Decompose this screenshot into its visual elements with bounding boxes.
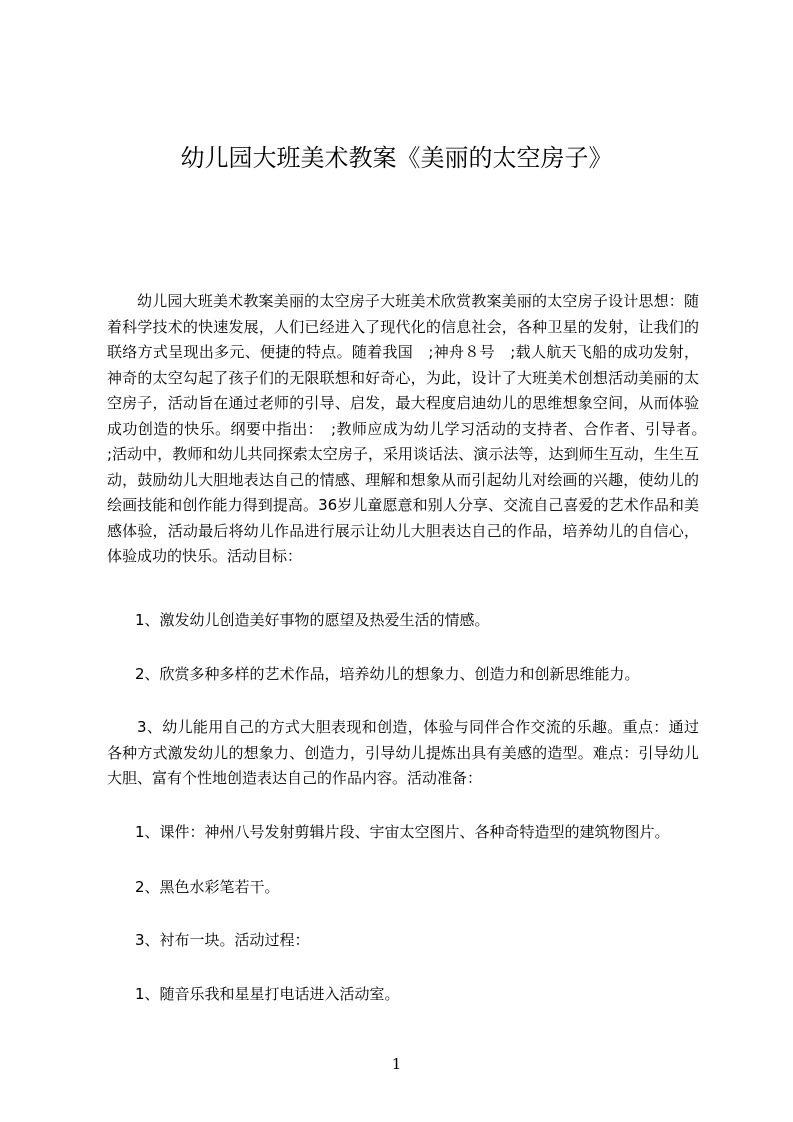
preparation-item-1: 1、课件：神州八号发射剪辑片段、宇宙太空图片、各种奇特造型的建筑物图片。 [135, 823, 670, 841]
process-step-1: 1、随音乐我和星星打电话进入活动室。 [135, 985, 400, 1003]
goal-item-3: 3、幼儿能用自己的方式大胆表现和创造，体验与同伴合作交流的乐趣。重点：通过各种方式激发幼儿的想象力、创造力，引导幼儿提炼出具有美感的造型。难点：引导幼儿大胆、富有个性地创造表达自己的作品内容。活动准备： [107, 718, 699, 787]
preparation-item-2: 2、黑色水彩笔若干。 [135, 878, 280, 896]
intro-paragraph: 幼儿园大班美术教案美丽的太空房子大班美术欣赏教案美丽的太空房子设计思想：随着科学技术的快速发展，人们已经进入了现代化的信息社会，各种卫星的发射，让我们的联络方式呈现出多元、便捷的特点。随着我国 ;神舟８号 ;载人航天飞船的成功发射，神奇的太空勾起了孩子们的无限联想和好奇心，为此，设计了大班美术创想活动美丽的太空房子，活动旨在通过老师的引导、启发，最大程度启迪幼儿的思维想象空间，从而体验成功创造的快乐。纲要中指出： ;教师应成为幼儿学习活动的支持者、合作者、引导者。 ;活动中，教师和幼儿共同探索太空房子，采用谈话法、演示法等，达到师生互动，生生互动，鼓励幼儿大胆地表达自己的情感、理解和想象从而引起幼儿对绘画的兴趣，使幼儿的绘画技能和创作能力得到提高。36岁儿童愿意和别人分享、交流自己喜爱的艺术作品和美感体验，活动最后将幼儿作品进行展示让幼儿大胆表达自己的作品，培养幼儿的自信心，体验成功的快乐。活动目标： [107, 292, 715, 565]
goal-item-1: 1、激发幼儿创造美好事物的愿望及热爱生活的情感。 [135, 611, 490, 629]
goal-item-2: 2、欣赏多种多样的艺术作品，培养幼儿的想象力、创造力和创新思维能力。 [135, 665, 640, 683]
document-title: 幼儿园大班美术教案《美丽的太空房子》 [180, 144, 613, 172]
preparation-item-3: 3、衬布一块。活动过程： [135, 931, 310, 949]
page-number: 1 [391, 1055, 402, 1073]
